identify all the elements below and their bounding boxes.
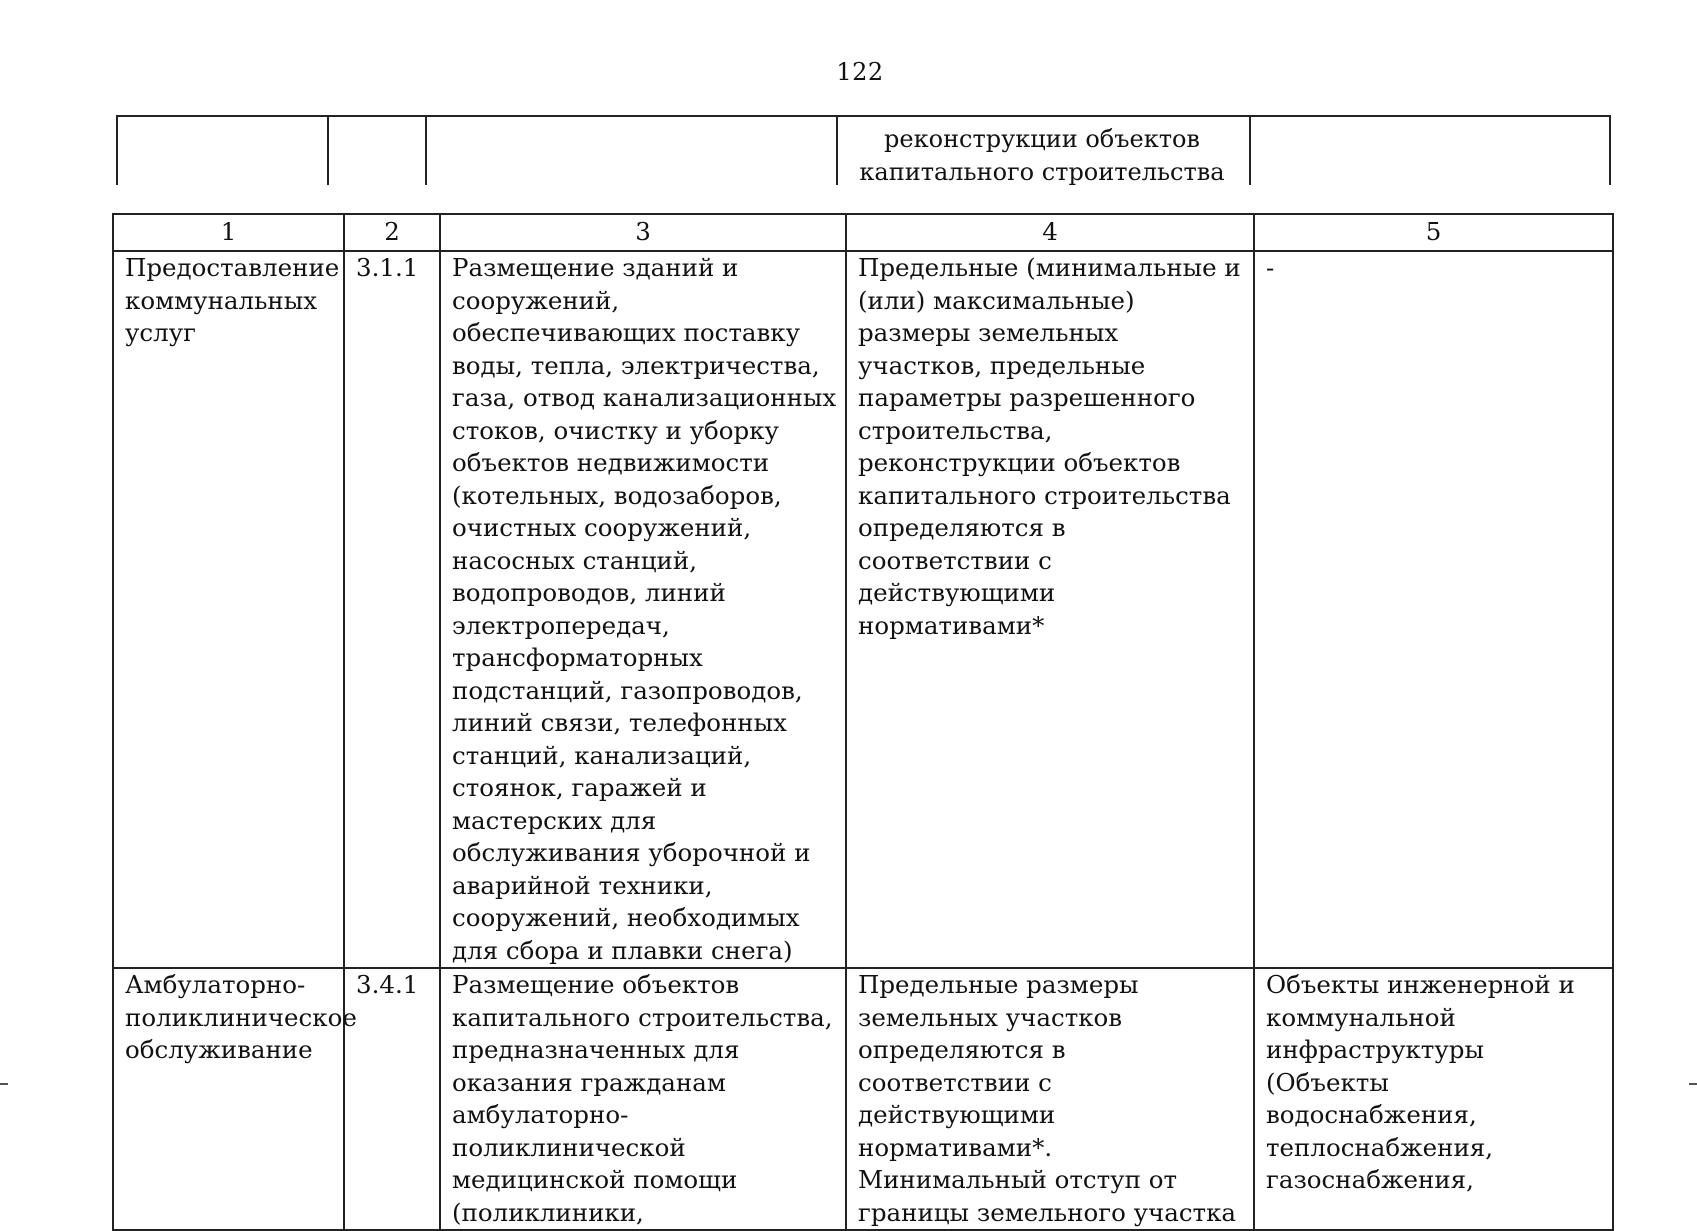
column-divider [1249, 117, 1251, 185]
parameters-cell: Предельные (минимальные и (или) максимальные) размеры земельных участков, предельные параметры разрешенного строительства, реконструкции объектов капитального строительства определяются в соответствии с действующими нормативами* [846, 251, 1254, 968]
column-divider [1609, 117, 1611, 185]
restrictions-cell: Объекты инженерной и коммунальной инфраструктуры (Объекты водоснабжения, теплоснабжения, газоснабжения, [1254, 968, 1613, 1230]
left-margin-mark [0, 1083, 8, 1085]
table-row [113, 968, 1613, 1230]
header-row [113, 214, 1613, 251]
use-description-cell: Размещение зданий и сооружений, обеспечивающих поставку воды, тепла, электричества, газа, отвод канализационных стоков, очистку и уборку объектов недвижимости (котельных, водозаборов, очистных сооружений, насосных станций, водопроводов, линий электропередач, трансформаторных подстанций, газопроводов, линий связи, телефонных станций, канализаций, стоянок, гаражей и мастерских для обслуживания уборочной и аварийной техники, сооружений, необходимых для сбора и плавки снега) [440, 251, 846, 968]
page-number: 122 [836, 58, 884, 86]
header-cell: 3 [440, 214, 846, 251]
table-row [113, 251, 1613, 968]
continuation-table [116, 115, 1611, 185]
use-name-cell: Амбулаторно-поликлиническое обслуживание [113, 968, 344, 1230]
parameters-cell: Предельные размеры земельных участков определяются в соответствии с действующими нормативами*. Минимальный отступ от границы земельного участка [846, 968, 1254, 1230]
land-use-table [112, 213, 1614, 1231]
header-cell: 1 [113, 214, 344, 251]
right-margin-mark [1689, 1083, 1697, 1085]
column-divider [116, 117, 118, 185]
use-description-cell: Размещение объектов капитального строительства, предназначенных для оказания гражданам амбулаторно-поликлинической медицинской помощи (поликлиники, [440, 968, 846, 1230]
continuation-col4-text: реконструкции объектов капитального строительства [859, 125, 1225, 186]
use-code-cell: 3.1.1 [344, 251, 440, 968]
column-divider [327, 117, 329, 185]
header-cell: 5 [1254, 214, 1613, 251]
use-code-cell: 3.4.1 [344, 968, 440, 1230]
header-cell: 4 [846, 214, 1254, 251]
column-divider [425, 117, 427, 185]
header-cell: 2 [344, 214, 440, 251]
restrictions-cell: - [1254, 251, 1613, 968]
use-name-cell: Предоставление коммунальных услуг [113, 251, 344, 968]
